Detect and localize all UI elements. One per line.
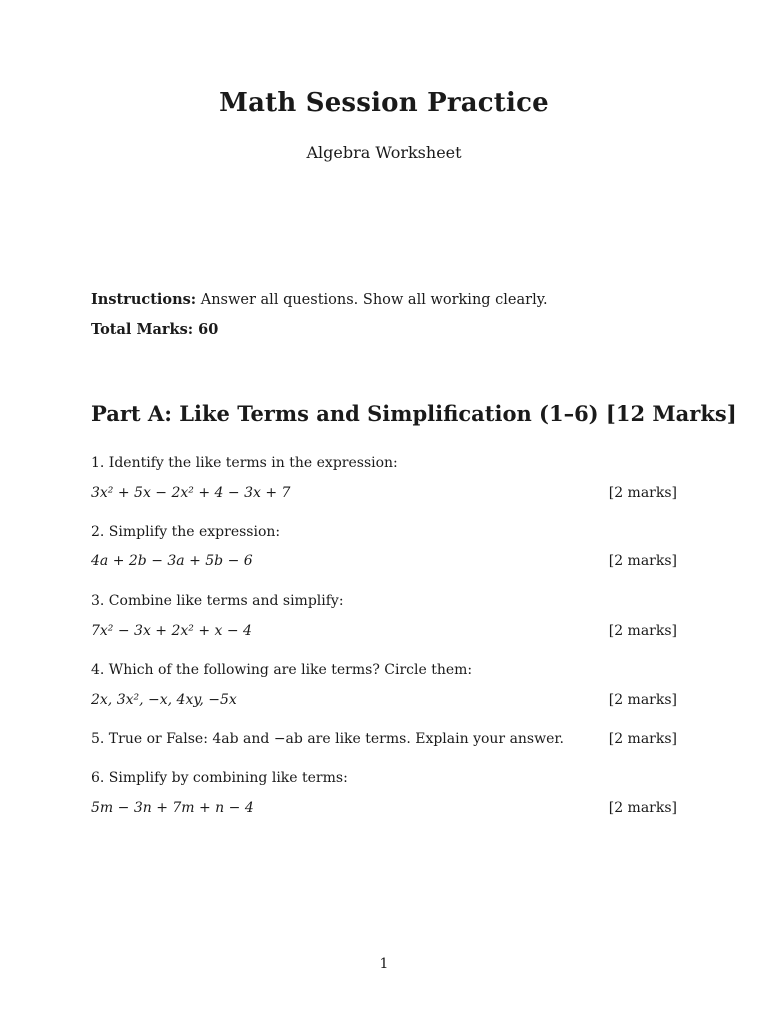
- total-marks-label: Total Marks:: [91, 321, 194, 338]
- question-6-expression: 5m − 3n + 7m + n − 4: [91, 800, 254, 816]
- instructions-line: [91, 291, 548, 308]
- question-4-stem: 4. Which of the following are like terms? Circle them:: [91, 662, 473, 678]
- question-6-marks: [2 marks]: [608, 800, 677, 816]
- total-marks-value: 60: [193, 321, 219, 338]
- question-5-stem: 5. True or False: 4ab and −ab are like terms. Explain your answer.: [91, 731, 564, 747]
- question-1-marks: [2 marks]: [608, 485, 677, 501]
- page-title: Math Session Practice: [219, 88, 549, 118]
- question-3-marks: [2 marks]: [608, 623, 677, 639]
- question-1-stem: 1. Identify the like terms in the expression:: [91, 455, 398, 471]
- question-5-marks: [2 marks]: [608, 731, 677, 747]
- question-2-marks: [2 marks]: [608, 553, 677, 569]
- page-subtitle: Algebra Worksheet: [306, 143, 462, 162]
- question-4-marks: [2 marks]: [608, 692, 677, 708]
- question-3-stem: 3. Combine like terms and simplify:: [91, 593, 344, 609]
- question-2-stem: 2. Simplify the expression:: [91, 524, 281, 540]
- page-number: 1: [379, 956, 389, 972]
- instructions-label: Instructions:: [91, 291, 197, 308]
- question-1-expression: 3x² + 5x − 2x² + 4 − 3x + 7: [91, 485, 291, 501]
- section-heading: Part A: Like Terms and Simplification (1–6) [12 Marks]: [91, 401, 737, 426]
- question-2-expression: 4a + 2b − 3a + 5b − 6: [91, 553, 253, 569]
- question-4-expression: 2x, 3x², −x, 4xy, −5x: [91, 692, 237, 708]
- total-marks-line: [91, 321, 218, 338]
- question-3-expression: 7x² − 3x + 2x² + x − 4: [91, 623, 252, 639]
- question-6-stem: 6. Simplify by combining like terms:: [91, 770, 348, 786]
- instructions-text: Answer all questions. Show all working clearly.: [196, 292, 548, 308]
